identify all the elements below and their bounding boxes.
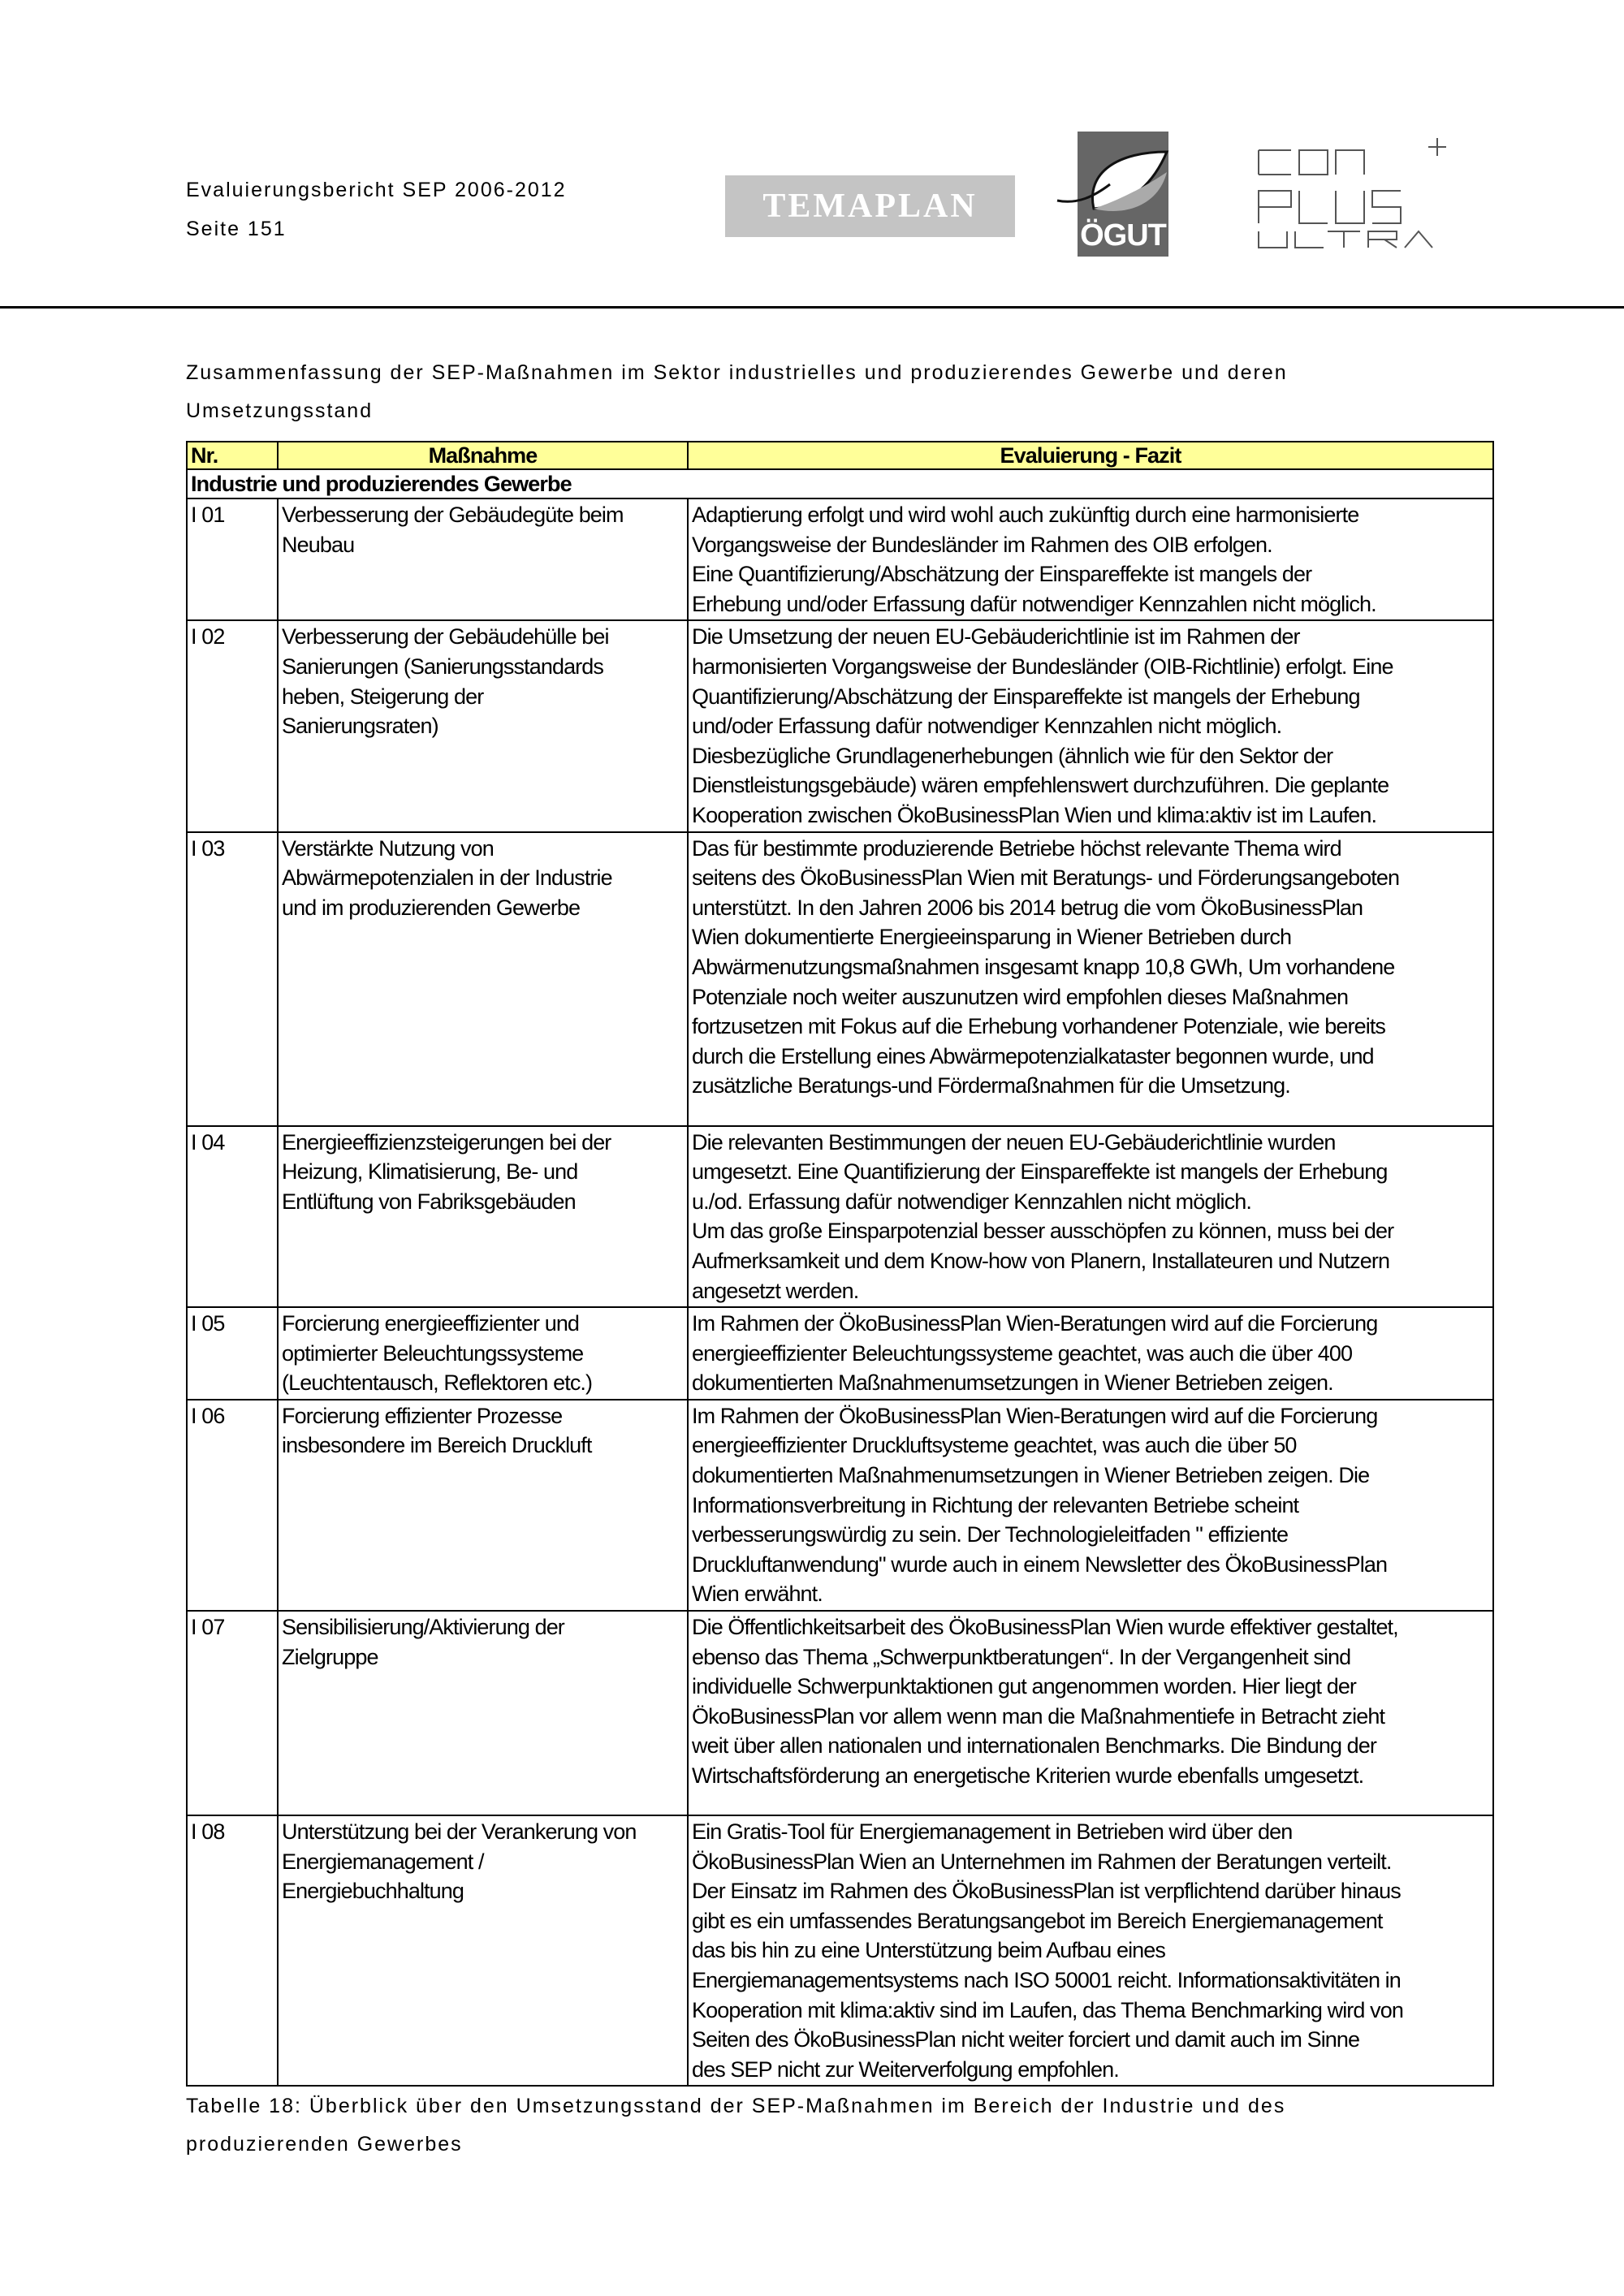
text-line: umgesetzt. Eine Quantifizierung der Einspareffekte ist mangels der Erhebung xyxy=(692,1159,1388,1185)
measure-name xyxy=(278,1400,688,1611)
evaluation-text xyxy=(688,1126,1493,1308)
text-line: Energieeffizienzsteigerungen bei der xyxy=(282,1129,611,1154)
measure-name xyxy=(278,1611,688,1815)
evaluation-text xyxy=(688,1611,1493,1815)
text-line: des SEP nicht zur Weiterverfolgung empfohlen. xyxy=(692,2056,1119,2082)
text-line: Kooperation mit klima:aktiv sind im Laufen, das Thema Benchmarking wird von xyxy=(692,1997,1403,2022)
table-caption-line-2: produzierenden Gewerbes xyxy=(186,2133,463,2156)
measure-number: I 04 xyxy=(187,1126,278,1308)
column-header-fazit: Evaluierung - Fazit xyxy=(688,442,1493,469)
evaluation-text xyxy=(688,1307,1493,1400)
text-line: harmonisierten Vorgangsweise der Bundesländer (OIB-Richtlinie) erfolgt. Eine xyxy=(692,654,1393,679)
text-line: Forcierung effizienter Prozesse xyxy=(282,1403,563,1428)
text-line: Dienstleistungsgebäude) wären empfehlenswert durchzuführen. Die geplante xyxy=(692,773,1389,798)
table-row xyxy=(187,1307,1493,1400)
text-line: Abwärmepotenzialen in der Industrie xyxy=(282,865,612,891)
text-line: Kooperation zwischen ÖkoBusinessPlan Wien und klima:aktiv ist im Laufen. xyxy=(692,802,1377,827)
text-line: angesetzt werden. xyxy=(692,1278,859,1303)
text-line: Der Einsatz im Rahmen des ÖkoBusinessPlan ist verpflichtend darüber hinaus xyxy=(692,1879,1401,1904)
text-line: Abwärmenutzungsmaßnahmen insgesamt knapp 10,8 GWh, Um vorhandene xyxy=(692,954,1395,979)
column-header-nr: Nr. xyxy=(187,442,278,469)
text-line: Wirtschaftsförderung an energetische Kriterien wurde ebenfalls umgesetzt. xyxy=(692,1763,1364,1788)
report-title: Evaluierungsbericht SEP 2006-2012 xyxy=(186,179,567,201)
text-line: Das für bestimmte produzierende Betriebe höchst relevante Thema wird xyxy=(692,835,1341,861)
text-line: Ein Gratis-Tool für Energiemanagement in Betrieben wird über den xyxy=(692,1819,1293,1845)
evaluation-text xyxy=(688,1400,1493,1611)
section-row xyxy=(187,469,1493,498)
text-line: Im Rahmen der ÖkoBusinessPlan Wien-Beratungen wird auf die Forcierung xyxy=(692,1311,1378,1336)
table-header-row xyxy=(187,442,1493,469)
con-plus-ultra-mark xyxy=(1255,134,1458,252)
evaluation-text xyxy=(688,1815,1493,2086)
text-line: Sensibilisierung/Aktivierung der xyxy=(282,1615,564,1640)
ogut-logo-text: ÖGUT xyxy=(1080,218,1166,252)
measure-number: I 07 xyxy=(187,1611,278,1815)
text-line: dokumentierten Maßnahmenumsetzungen in Wiener Betrieben zeigen. xyxy=(692,1370,1333,1396)
text-line: fortzusetzen mit Fokus auf die Erhebung vorhandener Potenziale, wie bereits xyxy=(692,1014,1386,1039)
text-line: Quantifizierung/Abschätzung der Einspareffekte ist mangels der Erhebung xyxy=(692,684,1360,709)
text-line: ÖkoBusinessPlan Wien an Unternehmen im Rahmen der Beratungen verteilt. xyxy=(692,1849,1392,1874)
text-line: unterstützt. In den Jahren 2006 bis 2014 betrug die vom ÖkoBusinessPlan xyxy=(692,895,1363,920)
text-line: Eine Quantifizierung/Abschätzung der Einspareffekte ist mangels der xyxy=(692,562,1312,587)
measure-name xyxy=(278,1815,688,2086)
text-line: gibt es ein umfassendes Beratungsangebot im Bereich Energiemanagement xyxy=(692,1908,1383,1933)
text-line: das bis hin zu eine Unterstützung beim Aufbau eines xyxy=(692,1938,1165,1963)
leaf-icon xyxy=(1053,140,1175,229)
table-caption-line-1: Tabelle 18: Überblick über den Umsetzungsstand der SEP-Maßnahmen im Bereich der Industrie und des xyxy=(186,2095,1286,2117)
text-line: Entlüftung von Fabriksgebäuden xyxy=(282,1189,576,1214)
table-row xyxy=(187,1400,1493,1611)
text-line: Verbesserung der Gebäudehülle bei xyxy=(282,624,609,650)
text-line: Erhebung und/oder Erfassung dafür notwendiger Kennzahlen nicht möglich. xyxy=(692,591,1376,616)
text-line: Sanierungsraten) xyxy=(282,714,438,739)
evaluation-text xyxy=(688,620,1493,831)
table-intro-line-2: Umsetzungsstand xyxy=(186,399,374,422)
text-line: Wien erwähnt. xyxy=(692,1582,823,1607)
text-line: ebenso das Thema „Schwerpunktberatungen“. In der Vergangenheit sind xyxy=(692,1644,1351,1669)
text-line: Adaptierung erfolgt und wird wohl auch zukünftig durch eine harmonisierte xyxy=(692,503,1359,527)
section-title: Industrie und produzierendes Gewerbe xyxy=(187,469,1493,498)
table-row xyxy=(187,832,1493,1126)
text-line: Informationsverbreitung in Richtung der relevanten Betriebe scheint xyxy=(692,1492,1299,1517)
table-intro-line-1: Zusammenfassung der SEP-Maßnahmen im Sektor industrielles und produzierendes Gewerbe und deren xyxy=(186,361,1288,384)
text-line: und/oder Erfassung dafür notwendiger Kennzahlen nicht möglich. xyxy=(692,714,1282,739)
text-line: Potenziale noch weiter auszunutzen wird empfohlen dieses Maßnahmen xyxy=(692,984,1349,1009)
text-line: Die relevanten Bestimmungen der neuen EU-Gebäuderichtlinie wurden xyxy=(692,1129,1336,1154)
text-line: Energiemanagement / xyxy=(282,1849,484,1874)
page-number: Seite 151 xyxy=(186,218,287,240)
measure-name xyxy=(278,498,688,620)
column-header-massnahme: Maßnahme xyxy=(278,442,688,469)
text-line: Neubau xyxy=(282,532,355,557)
text-line: Sanierungen (Sanierungsstandards xyxy=(282,654,603,679)
text-line: Seiten des ÖkoBusinessPlan nicht weiter forciert und damit auch im Sinne xyxy=(692,2027,1360,2052)
text-line: Heizung, Klimatisierung, Be- und xyxy=(282,1159,578,1185)
measure-number: I 01 xyxy=(187,498,278,620)
text-line: (Leuchtentausch, Reflektoren etc.) xyxy=(282,1370,593,1396)
temaplan-logo-text: TEMAPLAN xyxy=(762,188,978,225)
text-line: Vorgangsweise der Bundesländer im Rahmen des OIB erfolgen. xyxy=(692,532,1272,557)
header-divider xyxy=(0,306,1624,309)
text-line: seitens des ÖkoBusinessPlan Wien mit Beratungs- und Förderungsangeboten xyxy=(692,865,1400,891)
text-line: Verbesserung der Gebäudegüte beim xyxy=(282,503,624,527)
table-row xyxy=(187,1815,1493,2086)
text-line: energieeffizienter Beleuchtungssysteme geachtet, was auch die über 400 xyxy=(692,1340,1353,1366)
text-line: Druckluftanwendung" wurde auch in einem Newsletter des ÖkoBusinessPlan xyxy=(692,1552,1388,1577)
text-line: verbesserungswürdig zu sein. Der Technologieleitfaden " effiziente xyxy=(692,1522,1289,1547)
text-line: Verstärkte Nutzung von xyxy=(282,835,494,861)
measure-name xyxy=(278,620,688,831)
measure-number: I 05 xyxy=(187,1307,278,1400)
text-line: und im produzierenden Gewerbe xyxy=(282,895,581,920)
text-line: Um das große Einsparpotenzial besser ausschöpfen zu können, muss bei der xyxy=(692,1219,1394,1244)
table-row xyxy=(187,498,1493,620)
text-line: zusätzliche Beratungs-und Fördermaßnahmen für die Umsetzung. xyxy=(692,1073,1290,1098)
text-line: Diesbezügliche Grundlagenerhebungen (ähnlich wie für den Sektor der xyxy=(692,743,1333,768)
table-row xyxy=(187,1611,1493,1815)
measure-name xyxy=(278,1307,688,1400)
evaluation-text xyxy=(688,498,1493,620)
measure-number: I 03 xyxy=(187,832,278,1126)
measure-name xyxy=(278,1126,688,1308)
con-plus-ultra-logo xyxy=(1255,134,1458,252)
text-line: Die Öffentlichkeitsarbeit des ÖkoBusinessPlan Wien wurde effektiver gestaltet, xyxy=(692,1615,1398,1640)
text-line: u./od. Erfassung dafür notwendiger Kennzahlen nicht möglich. xyxy=(692,1189,1251,1214)
text-line: Energiebuchhaltung xyxy=(282,1879,464,1904)
text-line: ÖkoBusinessPlan vor allem wenn man die Maßnahmentiefe in Betracht zieht xyxy=(692,1703,1385,1728)
measure-number: I 06 xyxy=(187,1400,278,1611)
table-row xyxy=(187,1126,1493,1308)
text-line: Forcierung energieeffizienter und xyxy=(282,1311,580,1336)
text-line: durch die Erstellung eines Abwärmepotenzialkataster begonnen wurde, und xyxy=(692,1043,1374,1068)
text-line: Energiemanagementsystems nach ISO 50001 reicht. Informationsaktivitäten in xyxy=(692,1968,1401,1992)
text-line: Die Umsetzung der neuen EU-Gebäuderichtlinie ist im Rahmen der xyxy=(692,624,1300,650)
measures-table xyxy=(186,441,1494,2087)
text-line: individuelle Schwerpunktaktionen gut angenommen worden. Hier liegt der xyxy=(692,1674,1357,1699)
table-row xyxy=(187,620,1493,831)
measure-number: I 08 xyxy=(187,1815,278,2086)
text-line: insbesondere im Bereich Druckluft xyxy=(282,1433,592,1458)
text-line: heben, Steigerung der xyxy=(282,684,484,709)
measure-number: I 02 xyxy=(187,620,278,831)
text-line: optimierter Beleuchtungssysteme xyxy=(282,1340,584,1366)
text-line: Aufmerksamkeit und dem Know-how von Planern, Installateuren und Nutzern xyxy=(692,1248,1390,1273)
ogut-logo xyxy=(1078,132,1168,257)
text-line: Zielgruppe xyxy=(282,1644,378,1669)
measure-name xyxy=(278,832,688,1126)
text-line: dokumentierten Maßnahmenumsetzungen in Wiener Betrieben zeigen. Die xyxy=(692,1463,1370,1488)
text-line: Unterstützung bei der Verankerung von xyxy=(282,1819,637,1845)
text-line: energieeffizienter Druckluftsysteme geachtet, was auch die über 50 xyxy=(692,1433,1297,1458)
temaplan-logo xyxy=(725,175,1015,237)
text-line: Wien dokumentierte Energieeinsparung in Wiener Betrieben durch xyxy=(692,925,1292,950)
evaluation-text xyxy=(688,832,1493,1126)
text-line: Im Rahmen der ÖkoBusinessPlan Wien-Beratungen wird auf die Forcierung xyxy=(692,1403,1378,1428)
text-line: weit über allen nationalen und internationalen Benchmarks. Die Bindung der xyxy=(692,1733,1376,1759)
